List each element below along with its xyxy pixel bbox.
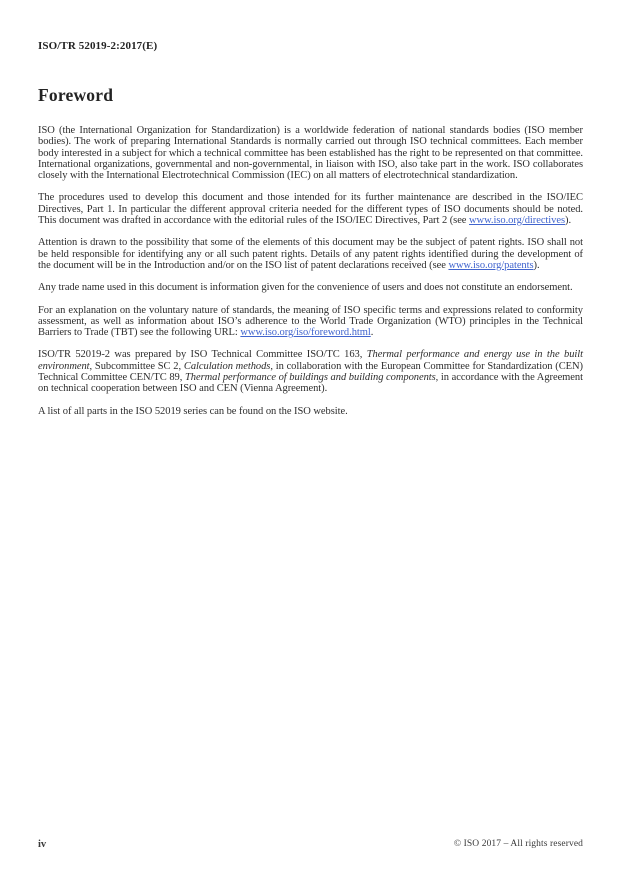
body-text: Attention is drawn to the possibility that some of the elements of this document may be the subject of patent rights. ISO shall not be held responsible for identifying any or all such patent rights. Details of any patent rights identified during the development of the document will be in the Introduction and/or on the ISO list of patent declarations received (see (38, 237, 583, 271)
paragraph (38, 349, 583, 394)
foreword-paragraphs (38, 125, 583, 417)
italic-text: Thermal performance and energy use in the built environment (38, 349, 583, 372)
body-text: For an explanation on the voluntary nature of standards, the meaning of ISO specific terms and expressions related to conformity assessment, as well as information about ISO’s adherence to the World Trade Organization (WTO) principles in the Technical Barriers to Trade (TBT) see the following URL: (38, 304, 583, 339)
paragraph (38, 406, 583, 417)
body-text: A list of all parts in the ISO 52019 series can be found on the ISO website. (38, 405, 348, 417)
body-text: . (370, 327, 374, 339)
paragraph (38, 192, 583, 226)
body-text: ). (565, 215, 572, 227)
body-text: , in collaboration with the European Committee for Standardization (CEN) Technical Committee CEN/TC 89, (38, 360, 584, 384)
body-text: ISO/TR 52019-2 was prepared by ISO Technical Committee ISO/TC 163, (38, 349, 367, 361)
paragraph (38, 305, 583, 339)
body-text: ). (533, 259, 540, 271)
body-text: , Subcommittee SC 2, (89, 360, 184, 372)
body-text: Any trade name used in this document is information given for the convenience of users and does not constitute an endorsement. (38, 282, 573, 294)
paragraph (38, 237, 583, 271)
body-text: The procedures used to develop this document and those intended for its further maintenance are described in the ISO/IEC Directives, Part 1. In particular the different approval criteria needed for the different types of ISO documents should be noted. This document was drafted in accordance with the editorial rules of the ISO/IEC Directives, Part 2 (see (38, 192, 583, 227)
copyright-notice: © ISO 2017 – All rights reserved (453, 839, 583, 849)
body-text: ISO (the International Organization for Standardization) is a worldwide federation of national standards bodies (ISO member bodies). The work of preparing International Standards is normally carried out through ISO technical committees. Each member body interested in a subject for which a technical committee has been established has the right to be represented on that committee. International organizations, governmental and non-governmental, in liaison with ISO, also take part in the work. ISO collaborates closely with the International Electrotechnical Commission (IEC) on all matters of electrotechnical standardization. (38, 125, 583, 182)
hyperlink[interactable]: www.iso.org/patents (448, 259, 534, 271)
hyperlink[interactable]: www.iso.org/iso/foreword.html (240, 327, 371, 339)
italic-text: Thermal performance of buildings and building components, (184, 372, 439, 384)
hyperlink[interactable]: www.iso.org/directives (469, 215, 566, 227)
paragraph (38, 282, 583, 293)
running-header: ISO/TR 52019-2:2017(E) (38, 40, 158, 52)
page-content (38, 85, 583, 428)
body-text: in accordance with the Agreement on technical cooperation between ISO and CEN (Vienna Agreement). (38, 372, 583, 395)
italic-text: Calculation methods (183, 360, 271, 372)
page-number: iv (38, 839, 47, 850)
page-title: Foreword (38, 85, 114, 105)
paragraph (38, 125, 583, 181)
